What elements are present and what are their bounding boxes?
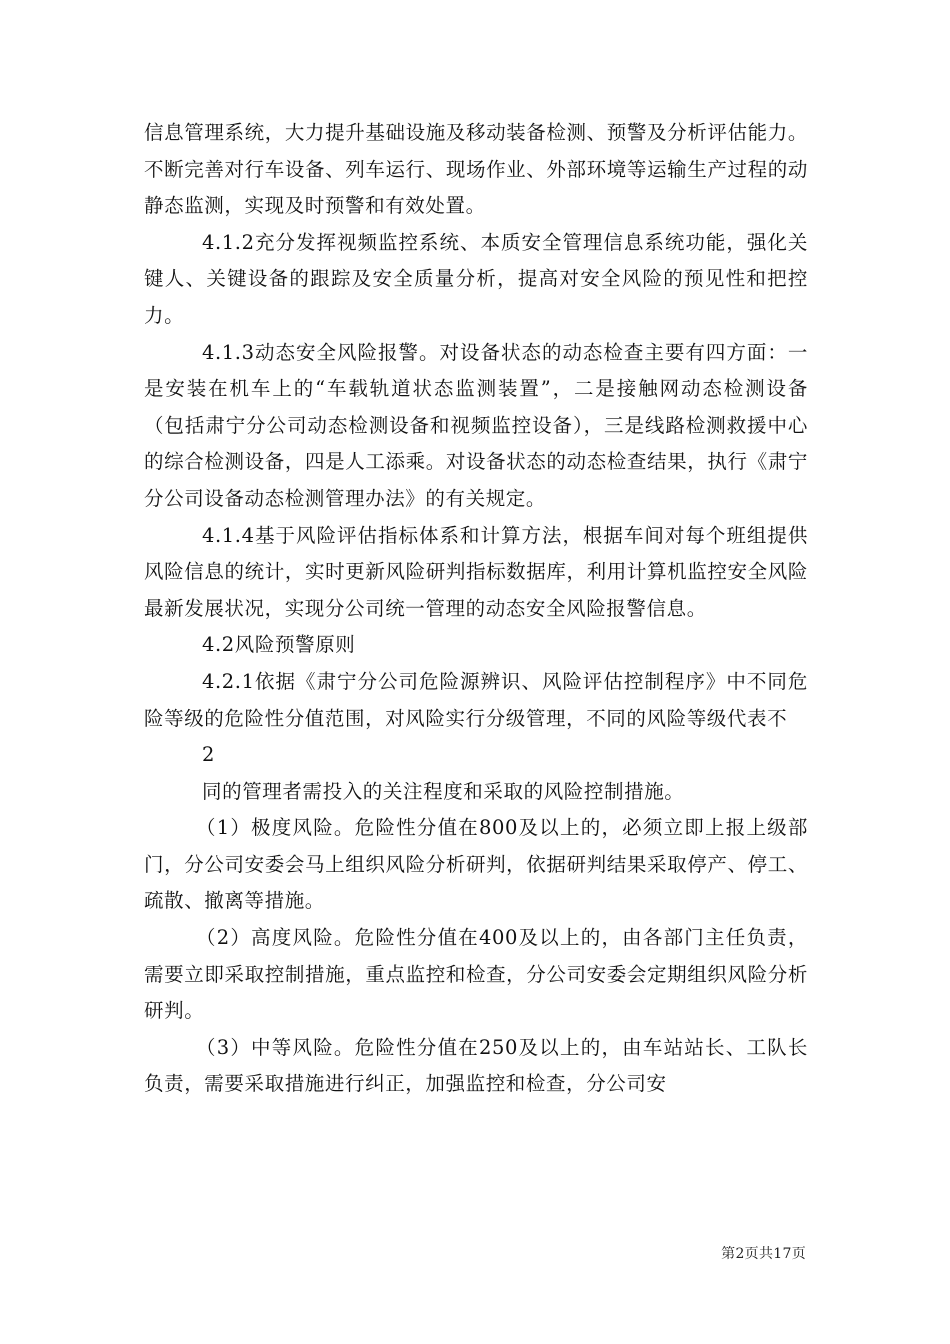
paragraph-4-1-2: 4.1.2充分发挥视频监控系统、本质安全管理信息系统功能，强化关键人、关键设备的跟踪及安全质量分析，提高对安全风险的预见性和把控力。	[144, 230, 808, 327]
document-body	[144, 115, 808, 1103]
page-footer: 第2页共17页	[721, 1246, 806, 1262]
paragraph-extreme-risk: （1）极度风险。危险性分值在800及以上的，必须立即上报上级部门，分公司安委会马上组织风险分析研判，依据研判结果采取停产、停工、疏散、撤离等措施。	[144, 816, 808, 913]
paragraph-4-2-1: 4.2.1依据《肃宁分公司危险源辨识、风险评估控制程序》中不同危险等级的危险性分值范围，对风险实行分级管理，不同的风险等级代表不	[144, 669, 808, 730]
paragraph-medium-risk: （3）中等风险。危险性分值在250及以上的，由车站站长、工队长负责，需要采取措施进行纠正，加强监控和检查，分公司安	[144, 1035, 808, 1096]
paragraph-high-risk: （2）高度风险。危险性分值在400及以上的，由各部门主任负责，需要立即采取控制措施，重点监控和检查，分公司安委会定期组织风险分析研判。	[144, 926, 808, 1023]
paragraph-1: 信息管理系统，大力提升基础设施及移动装备检测、预警及分析评估能力。不断完善对行车设备、列车运行、现场作业、外部环境等运输生产过程的动静态监测，实现及时预警和有效处置。	[144, 121, 808, 218]
paragraph-4-1-3: 4.1.3动态安全风险报警。对设备状态的动态检查主要有四方面：一是安装在机车上的“车载轨道状态监测装置”，二是接触网动态检测设备（包括肃宁分公司动态检测设备和视频监控设备），三是线路检测救援中心的综合检测设备，四是人工添乘。对设备状态的动态检查结果，执行《肃宁分公司设备动态检测管理办法》的有关规定。	[144, 340, 808, 510]
section-heading-4-2: 4.2风险预警原则	[202, 633, 356, 657]
inline-page-number: 2	[202, 743, 215, 767]
paragraph-4-1-4: 4.1.4基于风险评估指标体系和计算方法，根据车间对每个班组提供风险信息的统计，实时更新风险研判指标数据库，利用计算机监控安全风险最新发展状况，实现分公司统一管理的动态安全风险报警信息。	[144, 523, 808, 620]
paragraph-continuation: 同的管理者需投入的关注程度和采取的风险控制措施。	[202, 779, 685, 803]
